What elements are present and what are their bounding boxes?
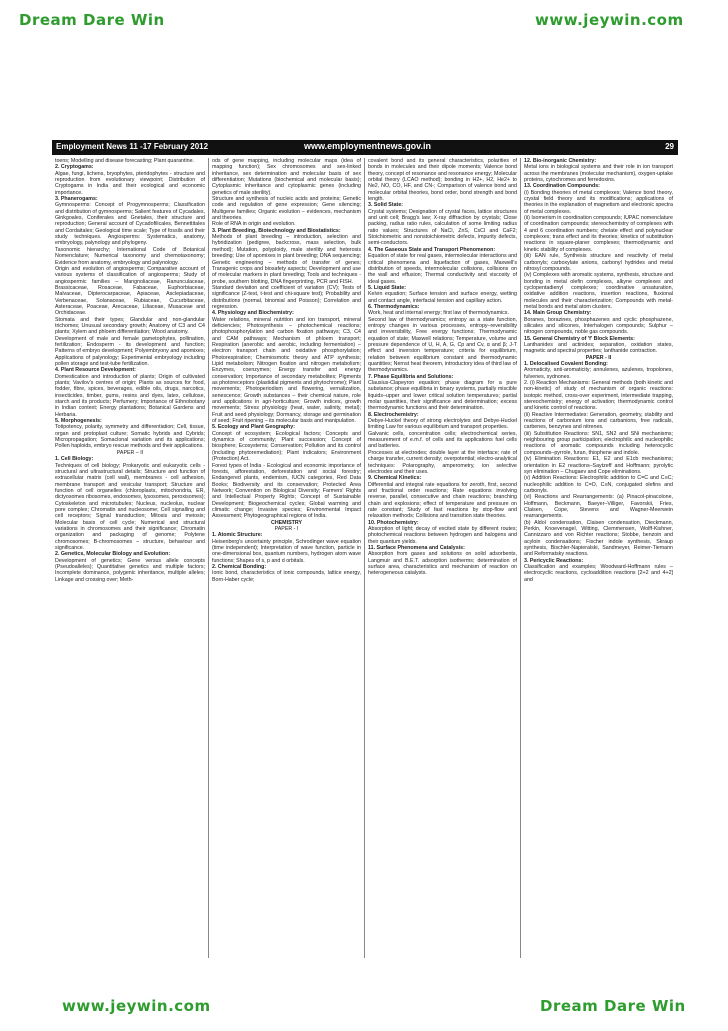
paragraph: (iv) Elimination Reactions: E1, E2 and E1cb mechanisms; orientation in E2 reactions–Saytzeff and Hoffmann; pyrolytic syn elimination – Chugaev and Cope eliminations. xyxy=(524,456,673,475)
section-heading: 6. Thermodynamics: xyxy=(368,303,420,310)
paragraph: Galvanic cells, concentration cells; electrochemical series, measurement of e.m.f. of cells and its applications fuel cells and batteries. xyxy=(368,430,517,450)
paragraph: Absorption from gases and solutions on solid adsorbents, Langmuir and B.E.T. adsorption isotherms; determination of surface area, characteristics and mechanism of reaction on heterogeneous catalysts. xyxy=(368,551,517,577)
paragraph: Taxonomic hierarchy; International Code of Botanical Nomenclature; Numerical taxonomy and chemotaxonomy; Evidence from anatomy, embryology and palynology. xyxy=(55,246,205,266)
paragraph: Boranes, borazines, phosphazenes and cyclic phosphazene, silicates and silicones, Interhalogen compounds; Sulphur – nitrogen compounds, noble gas compounds. xyxy=(524,316,673,336)
paragraph: (iii) Substitution Reactions: SN1, SN2 and SNi mechanisms; neighbouring group participation; electrophilic and nucleophilic reactions of aromatic compounds including heterocyclic compounds–pyrrole, furan, thiophene and indole. xyxy=(524,430,673,456)
header-brand-right[interactable]: www.jeywin.com xyxy=(535,11,684,29)
section-heading: 4. Physiology and Biochemistry: xyxy=(212,310,294,317)
paragraph: Crystal systems; Designation of crystal faces, lattice structures and unit cell; Bragg's law; X-ray diffraction by crystals; Close packing, radius ratio rules, calculation of some limiting radius ratio values; Structures of NaCl, ZnS, CsCl and CaF2; Stoichiometric and nonstoichiometric defects, impurity defects, semi-conductors. xyxy=(368,208,517,247)
section-heading: 1. Atomic Structure: xyxy=(212,532,263,539)
newspaper-page xyxy=(52,140,678,958)
paragraph: 2. (i) Reaction Mechanisms: General methods (both kinetic and non-kinetic) of study of mechanism of organic reactions: isotopic method, cross-over experiment, intermediate trapping, stereochemistry; energy of activation; thermodynamic control and kinetic control of reactions. xyxy=(524,380,673,412)
paragraph: covalent bond and its general characteristics, polarities of bonds in molecules and their dipole moments; Valence bond theory, concept of resonance and resonance energy; Molecular orbital theory (LCAO method); bonding in H2+, H2, He2+ to Ne2, NO, CO, HF, and CN-; Comparison of valence bond and molecular orbital theories, bond order, bond strength and bond length. xyxy=(368,158,517,203)
section-heading: 1. Cell Biology: xyxy=(55,456,94,463)
newspaper-header-bar xyxy=(52,140,678,155)
paragraph: (v) Addition Reactions: Electrophilic addition to C=C and C≡C; nucleophilic addition to C=O, C≡N, conjugated olefins and carbonyls. xyxy=(524,475,673,494)
paragraph: Algae, fungi, lichens, bryophytes, pteridophytes - structure and reproduction from evolutionary viewpoint; Distribution of Cryptogams in India and their ecological and economic importance. xyxy=(55,170,205,196)
issue-date: Employment News 11 -17 February 2012 xyxy=(56,142,209,151)
paragraph: Heisenberg's uncertainty principle, Schrodinger wave equation (time independent); Interpretation of wave function, particle in one-dimensional box, quantum numbers, hydrogen atom wave functions; Shapes of s, p and d orbitals. xyxy=(212,538,361,564)
section-heading: 11. Surface Phenomena and Catalysis: xyxy=(368,544,465,551)
section-heading: PAPER - II xyxy=(585,354,612,361)
section-heading: 4. The Gaseous State and Transport Phenomenon: xyxy=(368,246,496,253)
section-heading: 5. Liquid State: xyxy=(368,284,406,291)
section-heading: 13. Coordination Compounds: xyxy=(524,183,600,190)
paragraph: PAPER – II xyxy=(116,449,144,456)
paragraph: Classification and examples; Woodward-Hoffmann rules – electrocyclic reactions, cycloaddition reactions [2+2 and 4+2] and xyxy=(524,564,673,583)
page-header xyxy=(0,0,728,44)
section-heading: 14. Main Group Chemistry: xyxy=(524,310,592,317)
page-footer xyxy=(0,987,728,1031)
paragraph: Stomata and their types; Glandular and non-glandular trichomes; Unusual secondary growth; Anatomy of C3 and C4 plants; Xylem and phloem differentiation; Wood anatomy. xyxy=(55,316,205,336)
paragraph: Standard deviation and coefficient of variation (CV); Tests of significance (Z-test, t-test and chi-square test); Probability and distributions (normal, binomial and Poisson); Correlation and regression. xyxy=(212,284,361,310)
section-heading: 4. Plant Resource Development: xyxy=(55,367,136,374)
paragraph: toens; Modelling and disease forecasting; Plant quarantine. xyxy=(55,158,194,164)
text-column-1 xyxy=(52,158,208,958)
paragraph: Methods of plant breeding – introduction, selection and hybridization (pedigree, backcross, mass selection, bulk method); Mutation, polyploidy, male sterility and heterosis breeding; Use of apomixes in plant breeding; DNA sequencing; Genetic engineering – methods of transfer of genes; Transgenic crops and biosafety aspects; Development and use of molecular markers in plant breeding; Tools and techniques - probe, southern blotting, DNA fingerprinting, PCR and FISH. xyxy=(212,234,361,285)
paragraph: (ii) Isomerism in coordination compounds; IUPAC nomenclature of coordination compounds; stereochemistry of complexes with 4 and 6 coordination numbers; chelate effect and polynuclear complexes; trans effect and its theories; kinetics of substitution reactions in square-planer complexes; thermodynamic and kinetic stability of complexes. xyxy=(524,215,673,253)
newspaper-site: www.employmentnews.gov.in xyxy=(304,141,432,151)
paragraph: Structure and synthesis of nucleic acids and proteins; Genetic code and regulation of gene expression; Gene silencing; Multigene families; Organic evolution – evidences, mechanism and theories. xyxy=(212,196,361,222)
syllabus-columns xyxy=(52,158,678,958)
paragraph: Metal ions in biological systems and their role in ion transport across the membranes (molecular mechanism), oxygen-uptake proteins, cytochromes and ferredoxins. xyxy=(524,164,673,184)
section-heading: 12. Bio-inorganic Chemistry: xyxy=(524,158,597,164)
section-heading: 2. Cryptogams: xyxy=(55,164,94,171)
section-heading: 2. Genetics, Molecular Biology and Evolution: xyxy=(55,551,171,558)
section-heading: 5. Ecology and Plant Geography: xyxy=(212,424,295,431)
paragraph: Role of RNA in origin and evolution. xyxy=(212,221,296,228)
section-heading: 3. Pericyclic Reactions: xyxy=(524,557,584,564)
paragraph: Second law of thermodynamics; entropy as a state function, entropy changes in various processes, entropy–reversibility and irreversibility, Free energy functions; Thermodynamic equation of state; Maxwell relations; Temperature, volume and pressure dependence of U, H, A, G, Cp and Cv, α and β; J-T effect and inversion temperature; criteria for equilibrium, relation between equilibrium constant and thermodynamic quantities; Nernst heat theorem, introductory idea of third law of thermodynamics. xyxy=(368,316,517,374)
header-brand-left: Dream Dare Win xyxy=(19,11,165,29)
text-column-4 xyxy=(520,158,676,958)
paragraph: Ionic bond, characteristics of ionic compounds, lattice energy, Born-Haber cycle; xyxy=(212,570,361,583)
paragraph: Processes at electrodes; double layer at the interface; rate of charge transfer, current density; overpotential; electro-analytical techniques: Polarography, amperometry, ion selective electrodes and their uses. xyxy=(368,449,517,475)
paragraph: (iii) EAN rule, Synthesis structure and reactivity of metal carbonyls; carboxylate anions, carbonyl hydrides and metal nitrosyl compounds. xyxy=(524,253,673,272)
paragraph: (b) Aldol condensation, Claisen condensation, Dieckmann, Perkin, Knoevenagel, Witting, Clemmensen, Wolff-Kishner, Cannizzaro and von Richter reactions; Stobbe, benzoin and acyloin condensations; Fischer indole synthesis, Skraup synthesis, Bischler-Napieralski, Sandmeyer, Reimer-Tiemann and Reformatsky reactions. xyxy=(524,519,673,558)
paragraph: (iv) Complexes with aromatic systems, synthesis, structure and bonding in metal olefin complexes, alkyne complexes and cyclopentadienyl complexes; coordinative unsaturation, oxidative addition reactions, insertion reactions, fluxional molecules and their characterization; Compounds with metal-metal bonds and metal atom clusters. xyxy=(524,272,673,310)
paragraph: Concept of ecosystem; Ecological factors; Concepts and dynamics of community; Plant succession; Concept of biosphere; Ecosystems; Conservation; Pollution and its control (including phytoremediation); Plant indicators; Environment (Protection) Act. xyxy=(212,430,361,463)
paragraph: Water relations, mineral nutrition and ion transport, mineral deficiencies; Photosynthesis – photochemical reactions; photophosphorylation and carbon fixation pathways; C3, C4 and CAM pathways; Mechanism of phloem transport; Respiration (anerobic and aerobic, including fermentation) – electron transport chain and oxidative phosphorylation; Photorespiration; Chemiosmotic theory and ATP synthesis; Lipid metabolism; Nitrogen fixation and nitrogen metabolism; Enzymes, coenzymes; Energy transfer and energy conservation; Importance of secondary metabolites; Pigments as photoreceptors (plastidial pigments and phytochrome); Plant movements; Photoperiodism and flowering, vernalization, senescence; Growth substances – their chemical nature, role and applications in agri-horticulture; Growth indices, growth movements; Stress physiology (heat, water, salinity, metal); Fruit and seed physiology; Dormancy, storage and germination of seed; Fruit ripening – its molecular basis and manipulation. xyxy=(212,316,361,425)
paragraph: Debye-Huckel theory of strong electrolytes and Debye-Huckel limiting Law for various equilibrium and transport properties. xyxy=(368,418,517,431)
paragraph: (vi) Reactions and Rearrangements: (a) Pinacol-pinacolone, Hoffmann, Beckmann, Baeyer–Villiger, Favorskii, Fries, Claisen, Cope, Stevens and Wagner-Meerwein rearrangements. xyxy=(524,494,673,520)
paragraph: Differential and integral rate equations for zeroth, first, second and fractional order reactions; Rate equations involving reverse, parallel, consecutive and chain reactions; branching chain and explosions; effect of temperature and pressure on rate constant; Study of fast reactions by stop-flow and relaxation methods; Collisions and transition state theories. xyxy=(368,481,517,520)
footer-brand-left[interactable]: www.jeywin.com xyxy=(62,997,211,1015)
section-heading: 3. Solid State: xyxy=(368,202,404,209)
paragraph: (i) Bonding theories of metal complexes; Valence bond theory, crystal field theory and its modifications; applications of theories in the explanation of magnetism and electronic spectra of metal complexes. xyxy=(524,189,673,215)
section-heading: 9. Chemical Kinetics: xyxy=(368,475,422,482)
paragraph: Development of male and female gametophytes, pollination, fertilization; Endosperm - its development and function; Patterns of embryo development; Polyembryony and apomixes; Applications of palynology; Experimental embryology including pollen storage and test-tube fertilization. xyxy=(55,335,205,367)
paragraph: Lanthanides and actinides; separation, oxidation states, magnetic and spectral properties; lanthanide contraction. xyxy=(524,341,673,355)
section-heading: 10. Photochemistry: xyxy=(368,519,419,526)
paragraph: Equation of state for real gases, intermolecular interactions and critical phenomena and liquefaction of gases, Maxwell's distribution of speeds, intermolecular collisions, collisions on the wall and effusion; Thermal conductivity and viscosity of ideal gases. xyxy=(368,253,517,285)
section-heading: 15. General Chemistry of 'f' Block Elements: xyxy=(524,335,635,342)
section-heading: 5. Morphogenesis: xyxy=(55,418,102,425)
paragraph: Aromaticity, anti-aromaticity; annulenes, azulenes, tropolones, fulvenes, sydnones. xyxy=(524,367,673,380)
section-heading: 7. Phase Equilibria and Solutions: xyxy=(368,373,454,380)
paragraph: Absorption of light; decay of excited state by different routes; photochemical reactions between hydrogen and halogens and their quantum yields. xyxy=(368,525,517,545)
section-heading: 3. Plant Breeding, Biotechnology and Biostatistics: xyxy=(212,227,341,234)
paragraph: Totipotency, polarity, symmetry and differentiation; Cell, tissue, organ and protoplast culture; Somatic hybrids and Cybrids; Micropropagation; Somaclonal variation and its applications; Pollen haploids, embryo rescue methods and their applications. xyxy=(55,424,205,450)
paragraph: Domestication and introduction of plants; Origin of cultivated plants; Vavilov's centres of origin; Plants as sources for food, fodder, fibre, spices, beverages, edible oils, drugs, narcotics, insecticides, timber, gums, resins and dyes, latex, cellulose, starch and its products; Perfumery; Importance of Ethnobotany in Indian context; Energy plantations; Botanical Gardens and Herbaria. xyxy=(55,373,205,418)
section-heading: 2. Chemical Bonding: xyxy=(212,564,267,570)
paragraph: ods of gene mapping, including molecular maps (idea of mapping function); Sex chromosomes and sex-linked inheritance, sex determination and molecular basis of sex differentiation; Mutations (biochemical and molecular basis); Cytoplasmic inheritance and cytoplasmic genes (including genetics of male sterility). xyxy=(212,158,361,196)
footer-brand-right: Dream Dare Win xyxy=(540,997,686,1015)
paragraph: Development of genetics; Gene versus allele concepts (Pseudoalleles); Quantitative genetics and multiple factors; Incomplete dominance, polygenic inheritance, multiple alleles; Linkage and crossing over; Meth- xyxy=(55,557,205,583)
paragraph: Gymnosperms: Concept of Progymnosperms; Classification and distribution of gymnosperms; Salient features of Cycadales, Ginkgoales, Coniferales and Gnetales, their structure and reproduction; General account of Cycadofilicales, Bennettitales and Cordaitales; Geological time scale; Type of fossils and their study techniques. Angiosperms: Systematics, anatomy, embryology, palynology and phylogeny. xyxy=(55,202,205,247)
section-heading: 1. Delocalised Covalent Bonding: xyxy=(524,361,608,367)
paragraph: (ii) Reactive Intermediates: Generation, geometry, stability and reactions of carbonium ions and carbanions, free radicals, carbenes, benzynes and nitrenes. xyxy=(524,411,673,431)
paragraph: Kelvin equation; Surface tension and surface energy, wetting and contact angle, interfacial tension and capillary action. xyxy=(368,291,517,304)
paragraph: Work, heat and internal energy; first law of thermodynamics. xyxy=(368,310,509,317)
section-heading: 3. Phanerogams: xyxy=(55,196,98,203)
section-heading: CHEMISTRY xyxy=(271,519,302,526)
page-number: 29 xyxy=(665,142,674,151)
text-column-3 xyxy=(364,158,520,958)
paragraph: PAPER - I xyxy=(274,525,299,532)
section-heading: 8. Electrochemistry: xyxy=(368,411,419,418)
paragraph: Forest types of India - Ecological and economic importance of forests, afforestation, deforestation and social forestry; Endangered plants, endemism, IUCN categories, Red Data Books; Biodiversity and its conservation; Protected Area Network; Convention on Biological Diversity; Farmers' Rights and Intellectual Property Rights; Concept of Sustainable Development; Biogeochemical cycles; Global warming and climatic change; Invasive species; Environmental Impact Assessment; Phytogeographical regions of India. xyxy=(212,462,361,520)
paragraph: Techniques of cell biology; Prokaryotic and eukaryotic cells - structural and ultrastructural details; Structure and function of extracellular matrix (cell wall), membranes - cell adhesion, membrane transport and vesicular transport; Structure and function of cell organelles (chloroplasts, mitochondria, ER, dictyosomes ribosomes, endosomes, lysosomes, peroxisomes); Cytoskeleton and microtubules; Nucleus, nucleolus, nuclear pore complex; Chromatin and nucleosome; Cell signalling and cell receptors; Signal transduction; Mitosis and meiosis; Molecular basis of cell cycle; Numerical and structural variations in chromosomes and their significance; Chromatin organization and packaging of genome; Polytene chromosomes; B-chromosomes – structure, behaviour and significance. xyxy=(55,462,205,551)
text-column-2 xyxy=(208,158,364,958)
paragraph: Origin and evolution of angiosperms; Comparative account of various systems of classification of angiosperms; Study of angiospermic families – Mangnoliaceae, Ranunculaceae, Brassicaceae, Rosaceae, Fabaceae, Euphorbiaceae, Malvaceae, Dipterocarpaceae, Apiaceae, Asclepiadaceae, Verbenaceae, Solanaceae, Rubiaceae, Cucurbitaceae, Asteraceae, Poaceae, Arecaceae, Liliaceae, Musaceae and Orchidaceae. xyxy=(55,265,205,317)
paragraph: Clausius-Clapeyron equation; phase diagram for a pure substance; phase equilibria in binary systems, partially miscible liquids–upper and lower critical solution temperatures; partial molar quantities, their significance and determination; excess thermodynamic functions and their determination. xyxy=(368,380,517,412)
